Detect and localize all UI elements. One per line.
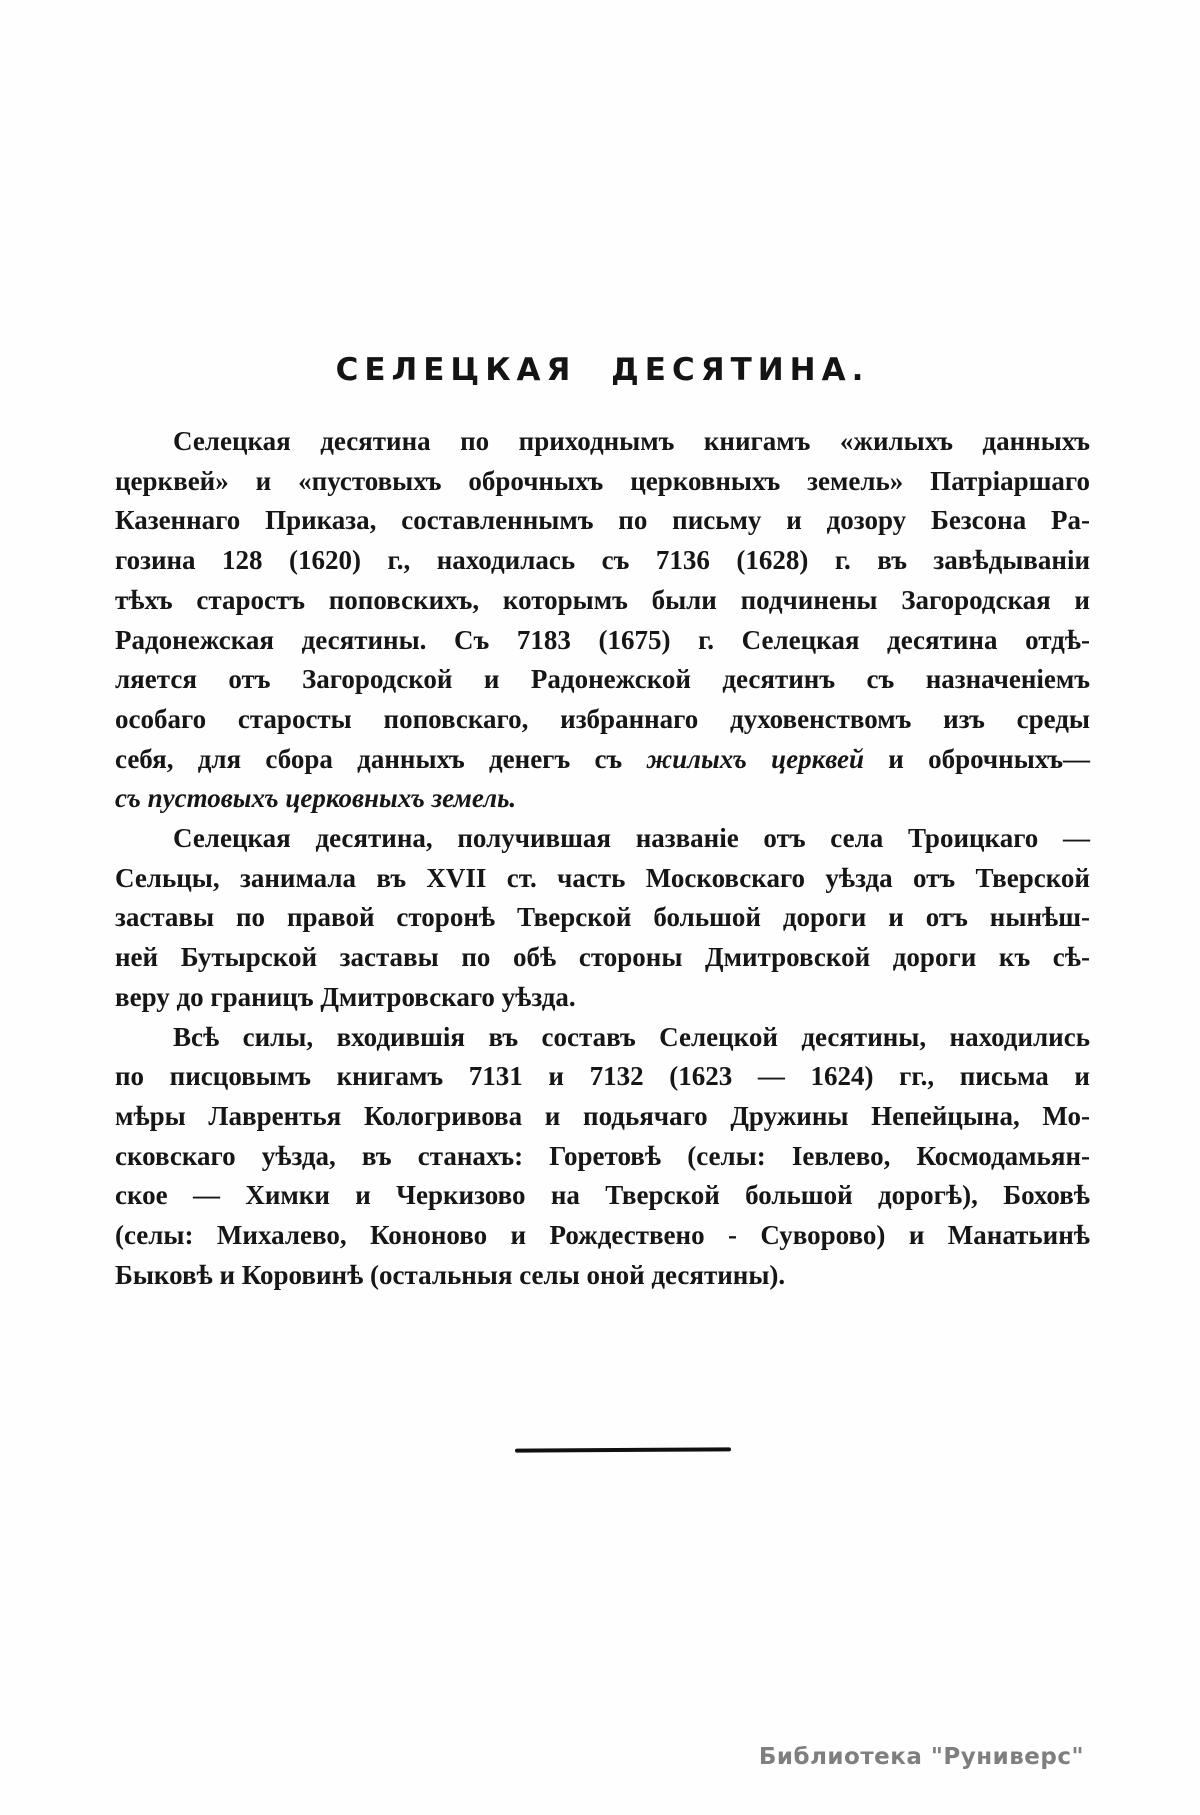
text-run: мѣры Лаврентья Кологривова и подьячаго Дружины Непейцына, Мо- — [115, 1100, 1090, 1131]
text-run: особаго старосты поповскаго, избраннаго духовенствомъ изъ среды — [115, 703, 1090, 734]
text-line — [115, 660, 1090, 700]
text-run: ней Бутырской заставы по обѣ стороны Дмитровской дороги къ сѣ- — [115, 942, 1090, 973]
text-line — [115, 859, 1090, 899]
text-line — [115, 1137, 1090, 1177]
text-run: Радонежская десятины. Съ 7183 (1675) г. Селецкая десятина отдѣ- — [115, 624, 1090, 655]
italic-text-run: жилыхъ церквей — [646, 743, 865, 774]
text-run: Селецкая десятина, получившая названіе отъ села Троицкаго — — [173, 823, 1090, 854]
page-title: СЕЛЕЦКАЯ ДЕСЯТИНА. — [335, 352, 870, 388]
text-run: по писцовымъ книгамъ 7131 и 7132 (1623 — 1624) гг., письма и — [115, 1061, 1090, 1092]
text-line — [115, 581, 1090, 621]
text-line — [115, 740, 1090, 780]
section-divider — [515, 1447, 731, 1452]
text-line — [115, 501, 1090, 541]
text-run: сковскаго уѣзда, въ станахъ: Горетовѣ (селы: Іевлево, Космодамьян- — [115, 1140, 1090, 1171]
text-run: (селы: Михалево, Кононово и Рождествено - Суворово) и Манатьинѣ — [115, 1220, 1090, 1251]
text-line — [115, 978, 1090, 1018]
text-line — [115, 422, 1090, 462]
text-line — [115, 1097, 1090, 1137]
text-line — [115, 541, 1090, 581]
text-line — [115, 819, 1090, 859]
text-run: заставы по правой сторонѣ Тверской большой дороги и отъ нынѣш- — [115, 902, 1090, 933]
text-run: Сельцы, занимала въ XVII ст. часть Московскаго уѣзда отъ Тверской — [115, 862, 1090, 893]
text-run: гозина 128 (1620) г., находилась съ 7136 (1628) г. въ завѣдываніи — [115, 545, 1090, 576]
text-run: церквей» и «пустовыхъ оброчныхъ церковныхъ земель» Патріаршаго — [115, 465, 1090, 496]
text-run: ское — Химки и Черкизово на Тверской большой дорогѣ), Боховѣ — [115, 1180, 1090, 1211]
text-line — [115, 1057, 1090, 1097]
text-run: и оброчныхъ— — [864, 743, 1090, 774]
text-run: тѣхъ старостъ поповскихъ, которымъ были подчинены Загородская и — [115, 584, 1090, 615]
text-line — [115, 700, 1090, 740]
text-line — [115, 1256, 1090, 1296]
text-line — [115, 898, 1090, 938]
text-run: Казеннаго Приказа, составленнымъ по письму и дозору Безсона Ра- — [115, 505, 1090, 536]
text-line — [115, 779, 1090, 819]
text-line — [115, 1176, 1090, 1216]
text-line — [115, 938, 1090, 978]
text-run: ляется отъ Загородской и Радонежской десятинъ съ назначеніемъ — [115, 664, 1090, 695]
body-text — [115, 422, 1090, 1295]
text-line — [115, 462, 1090, 502]
text-line — [115, 621, 1090, 661]
library-watermark: Библиотека "Руниверс" — [758, 1744, 1084, 1770]
text-run: Быковѣ и Коровинѣ (остальныя селы оной десятины). — [115, 1259, 786, 1290]
text-run: себя, для сбора данныхъ денегъ съ — [115, 743, 647, 774]
text-run: Селецкая десятина по приходнымъ книгамъ «жилыхъ данныхъ — [173, 426, 1090, 456]
text-line — [115, 1018, 1090, 1058]
text-run: Всѣ силы, входившія въ составъ Селецкой десятины, находились — [173, 1021, 1090, 1052]
text-run: веру до границъ Дмитровскаго уѣзда. — [115, 981, 576, 1012]
text-line — [115, 1216, 1090, 1256]
italic-text-run: съ пустовыхъ церковныхъ земель. — [115, 783, 517, 814]
